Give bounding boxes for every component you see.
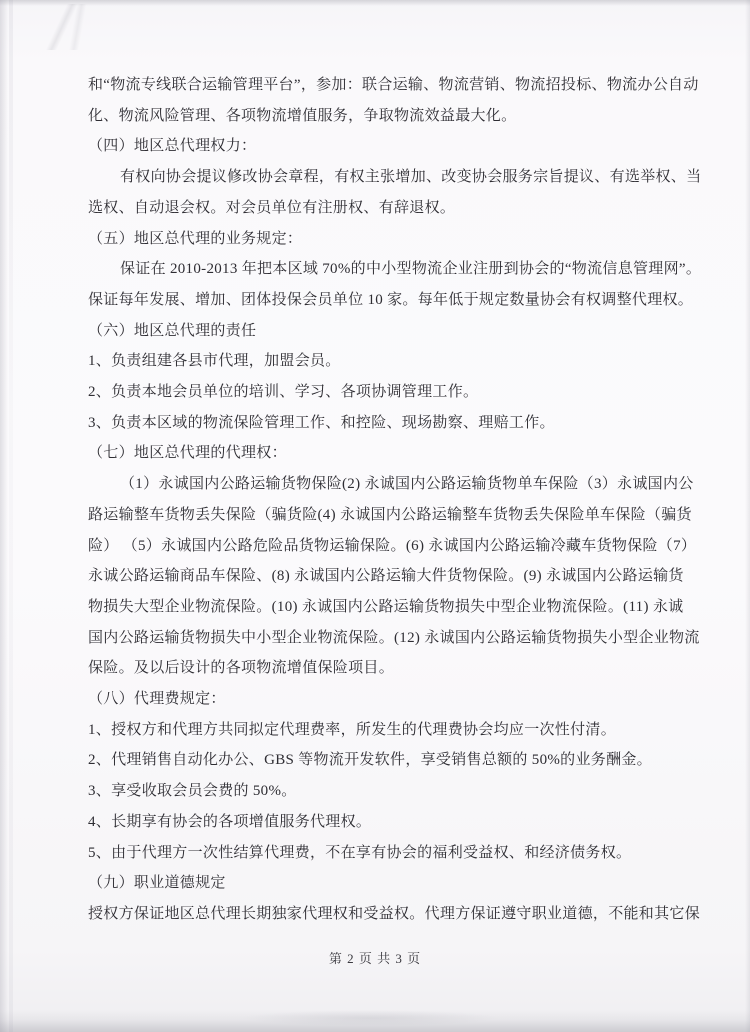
text-line: 化、物流风险管理、各项物流增值服务，争取物流效益最大化。 [88, 107, 517, 124]
text-line: 保证每年发展、增加、团体投保会员单位 10 家。每年低于规定数量协会有权调整代理权。 [88, 291, 694, 308]
text-line: 授权方保证地区总代理长期独家代理权和受益权。代理方保证遵守职业道德，不能和其它保 [88, 905, 701, 922]
text-line: （四）地区总代理权力： [88, 138, 257, 155]
scan-smudge [240, 1010, 500, 1026]
document-body [88, 70, 700, 930]
text-line: 国内公路运输货物损失中小型企业物流保险。(12) 永诚国内公路运输货物损失小型企业物流 [88, 629, 700, 646]
text-line: 保证在 2010-2013 年把本区域 70%的中小型物流企业注册到协会的“物流信息管理网”。 [120, 261, 702, 278]
text-line: （七）地区总代理的代理权： [88, 445, 287, 462]
text-line: 3、享受收取会员会费的 50%。 [88, 783, 297, 800]
text-line: 1、负责组建各县市代理，加盟会员。 [88, 353, 341, 370]
text-line: （八）代理费规定： [88, 691, 226, 708]
text-line: 保险。及以后设计的各项物流增值保险项目。 [88, 660, 395, 677]
text-line: 5、由于代理方一次性结算代理费，不在享有协会的福利受益权、和经济债务权。 [88, 844, 632, 861]
text-line: （九）职业道德规定 [88, 875, 226, 892]
text-line: 2、负责本地会员单位的培训、学习、各项协调管理工作。 [88, 384, 479, 401]
text-line: 永诚公路运输商品车保险、(8) 永诚国内公路运输大件货物保险。(9) 永诚国内公路运输货 [88, 568, 684, 585]
text-line: 2、代理销售自动化办公、GBS 等物流开发软件，享受销售总额的 50%的业务酬金。 [88, 752, 652, 769]
paper-crease-mark [18, 4, 108, 50]
text-line: 4、长期享有协会的各项增值服务代理权。 [88, 813, 372, 830]
text-line: 物损失大型企业物流保险。(10) 永诚国内公路运输货物损失中型企业物流保险。(11) 永诚 [88, 598, 684, 615]
scan-edge-top [0, 0, 750, 6]
page-number-footer: 第 2 页 共 3 页 [328, 951, 422, 966]
text-line: （1）永诚国内公路运输货物保险(2) 永诚国内公路运输货物单车保险（3）永诚国内公 [120, 476, 694, 493]
scan-edge-right [745, 0, 750, 1032]
text-line: 路运输整车货物丢失保险（骗货险(4) 永诚国内公路运输整车货物丢失保险单车保险（骗货 [88, 506, 692, 523]
text-line: 险） （5）永诚国内公路危险品货物运输保险。(6) 永诚国内公路运输冷藏车货物保险（7） [88, 537, 697, 554]
text-line: 和“物流专线联合运输管理平台”，参加：联合运输、物流营销、物流招投标、物流办公自动 [88, 77, 699, 93]
text-line: 有权向协会提议修改协会章程，有权主张增加、改变协会服务宗旨提议、有选举权、当 [120, 169, 702, 186]
text-line: （六）地区总代理的责任 [88, 322, 257, 339]
text-line: 1、授权方和代理方共同拟定代理费率，所发生的代理费协会均应一次性付清。 [88, 721, 617, 738]
scan-streak [9, 0, 13, 1032]
text-line: 选权、自动退会权。对会员单位有注册权、有辞退权。 [88, 199, 456, 216]
text-line: 3、负责本区域的物流保险管理工作、和控险、现场勘察、理赔工作。 [88, 414, 555, 431]
scan-edge-left [0, 0, 8, 1032]
text-line: （五）地区总代理的业务规定： [88, 230, 303, 247]
